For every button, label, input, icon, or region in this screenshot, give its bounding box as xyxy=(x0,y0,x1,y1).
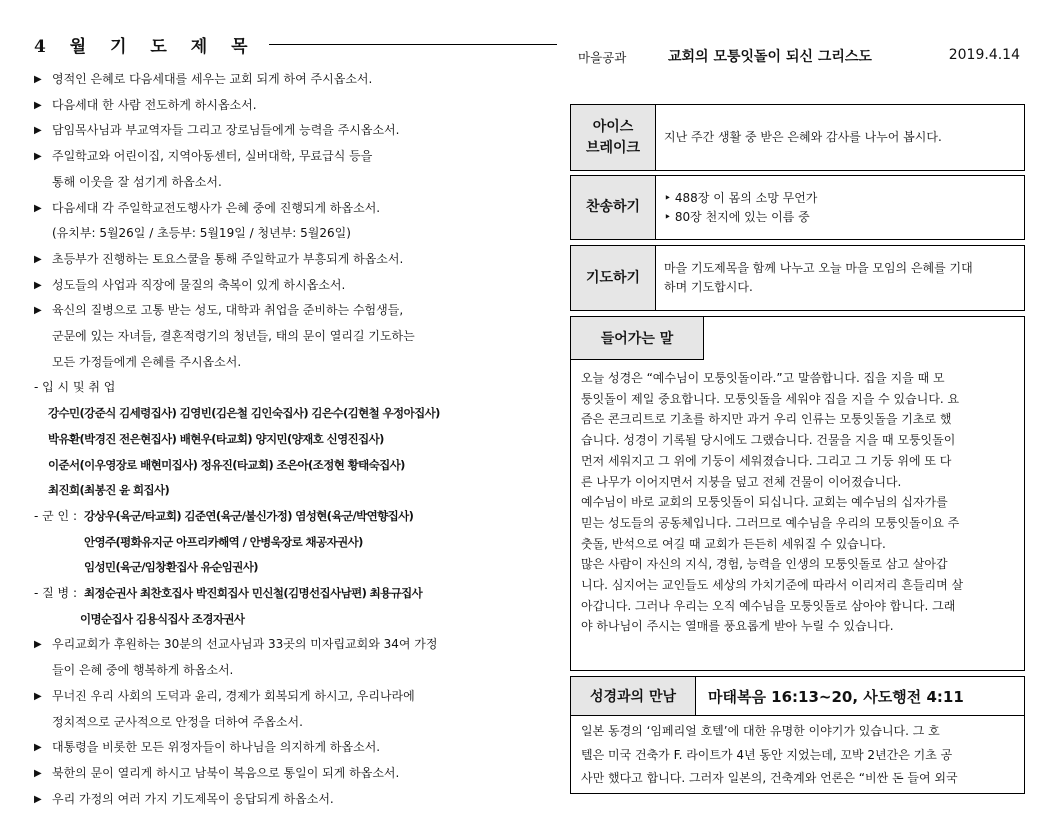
prayer-item-line: 성도들의 사업과 직장에 물질의 축복이 있게 하시옵소서. xyxy=(52,277,346,292)
military-section-label: - 군 인 : xyxy=(34,508,78,523)
exam-names-line: 최진희(최봉진 윤 희집사) xyxy=(48,483,170,498)
intro-line: 아갑니다. 그러나 우리는 오직 예수님을 모퉁잇돌로 삼아야 합니다. 그래 xyxy=(581,598,956,613)
prayer-item xyxy=(34,298,514,375)
prayer-item-line: 영적인 은혜로 다음세대를 세우는 교회 되게 하여 주시옵소서. xyxy=(52,72,373,86)
bullet-icon: ▶ xyxy=(34,202,42,214)
prayer-item xyxy=(34,144,514,195)
bullet-icon: ▶ xyxy=(34,125,42,137)
prayer-item-line: 육신의 질병으로 고통 받는 성도, 대학과 취업을 준비하는 수험생들, xyxy=(52,303,404,318)
bible-box xyxy=(570,676,1025,794)
bible-line: 텔은 미국 건축가 F. 라이트가 4년 동안 지었는데, 꼬박 2년간은 기초 공 xyxy=(581,747,953,762)
bullet-icon: ▶ xyxy=(34,279,42,291)
bullet-icon: ▶ xyxy=(34,305,42,317)
bullet-icon: ▶ xyxy=(34,253,42,265)
prayer-text-line: 하며 기도합시다. xyxy=(664,280,753,294)
bible-reference: 마태복음 16:13~20, 사도행전 4:11 xyxy=(708,687,964,706)
military-section xyxy=(34,504,514,530)
prayer-item-line: 모든 가정들에게 은혜를 주시옵소서. xyxy=(52,354,242,369)
lesson-category: 마을공과 xyxy=(578,50,627,65)
prayer-text-line: 마을 기도제목을 함께 나누고 오늘 마을 모임의 은혜를 기대 xyxy=(664,261,973,276)
sermon-title: 교회의 모퉁잇돌이 되신 그리스도 xyxy=(668,49,872,65)
intro-line: 오늘 성경은 “예수님이 모퉁잇돌이라.”고 말씀합니다. 집을 지을 때 모 xyxy=(581,371,945,385)
prayer-item xyxy=(34,93,514,119)
prayer-box xyxy=(570,245,1025,311)
military-line: 강상우(육군/타교회) 김준연(육군/불신가정) 염성현(육군/박연향집사) xyxy=(84,508,414,523)
icebreak-label-line: 브레이크 xyxy=(585,139,641,156)
intro-line: 습니다. 성경이 기록될 당시에도 그랬습니다. 건물을 지을 때 모퉁잇돌이 xyxy=(581,433,956,448)
prayer-label: 기도하기 xyxy=(571,246,656,310)
prayer-item-line: (유치부: 5월26일 / 초등부: 5월19일 / 청년부: 5월26일) xyxy=(52,226,351,241)
prayer-item-line: 정치적으로 군사적으로 안정을 더하여 주옵소서. xyxy=(52,714,303,729)
intro-line: 많은 사람이 자신의 지식, 경험, 능력을 인생의 모퉁잇돌로 삼고 살아갑 xyxy=(581,557,948,572)
bullet-icon: ▶ xyxy=(34,151,42,163)
prayer-item-line: 다음세대 한 사람 전도하게 하시옵소서. xyxy=(52,97,257,112)
exam-names-line: 박유환(박경진 전은현집사) 배현우(타교회) 양지민(양재호 신영진집사) xyxy=(48,431,384,446)
bible-label: 성경과의 만남 xyxy=(571,677,696,715)
illness-line: 최정순권사 최찬호집사 박진희집사 민신철(김명선집사남편) 최용규집사 xyxy=(84,586,423,601)
prayer-item xyxy=(34,67,514,93)
bullet-icon: ▶ xyxy=(34,742,42,754)
intro-box xyxy=(570,316,1025,671)
intro-line: 즘은 콘크리트로 기초를 하지만 과거 우리 인류는 모퉁잇돌을 기초로 했 xyxy=(581,412,952,427)
prayer-topics-column xyxy=(34,28,514,812)
exam-names-line: 이준서(이우영장로 배현미집사) 정유진(타교회) 조은아(조정현 황태숙집사) xyxy=(48,457,405,472)
prayer-item-line: 들이 은혜 중에 행복하게 하옵소서. xyxy=(52,663,234,678)
bible-line: 일본 동경의 ‘임페리얼 호텔’에 대한 유명한 이야기가 있습니다. 그 호 xyxy=(581,724,940,738)
prayer-item-line: 군문에 있는 자녀들, 결혼적령기의 청년들, 태의 문이 열리길 기도하는 xyxy=(52,329,415,344)
intro-line: 니다. 심지어는 교인들도 세상의 가치기준에 따라서 이리저리 흔들리며 살 xyxy=(581,578,964,593)
prayer-item-line: 대통령을 비롯한 모든 위정자들이 하나님을 의지하게 하옵소서. xyxy=(52,740,381,755)
icebreak-label-line: 아이스 xyxy=(592,118,634,135)
praise-box xyxy=(570,175,1025,240)
prayer-item xyxy=(34,118,514,144)
bullet-icon: ▶ xyxy=(34,793,42,805)
lesson-date: 2019.4.14 xyxy=(948,47,1020,63)
prayer-topics-header xyxy=(34,28,514,60)
exam-names-line: 강수민(강준식 김세령집사) 김영빈(김은철 김인숙집사) 김은수(김현철 우정아집사) xyxy=(48,406,440,421)
prayer-item xyxy=(34,787,514,813)
exam-section-label: - 입 시 및 취 업 xyxy=(34,380,116,395)
prayer-item xyxy=(34,684,514,735)
prayer-item-line: 담임목사님과 부교역자들 그리고 장로님들에게 능력을 주시옵소서. xyxy=(52,123,400,138)
bullet-icon: ▶ xyxy=(34,639,42,651)
prayer-item xyxy=(34,761,514,787)
prayer-list xyxy=(34,67,514,812)
illness-section-label: - 질 병 : xyxy=(34,586,78,601)
prayer-item-line: 초등부가 진행하는 토요스쿨을 통해 주일학교가 부흥되게 하옵소서. xyxy=(52,251,404,266)
icebreak-box xyxy=(570,104,1025,171)
bible-line: 사만 했다고 합니다. 그러자 일본의, 건축계와 언론은 “비싼 돈 들여 외국 xyxy=(581,771,958,785)
bullet-icon: ▶ xyxy=(34,690,42,702)
intro-line: 퉁잇돌이 제일 중요합니다. 모퉁잇돌을 세워야 집을 지을 수 있습니다. 요 xyxy=(581,391,960,406)
prayer-item-line: 우리교회가 후원하는 30분의 선교사님과 33곳의 미자립교회와 34여 가정 xyxy=(52,637,438,652)
bullet-icon: ▶ xyxy=(34,74,42,85)
bullet-icon: ▶ xyxy=(34,99,42,111)
prayer-item xyxy=(34,273,514,299)
praise-label: 찬송하기 xyxy=(571,176,656,239)
icebreak-label xyxy=(571,105,656,170)
illness-line: 이명순집사 김용식집사 조경자권사 xyxy=(80,611,245,626)
prayer-topics-title: 4 월 기 도 제 목 xyxy=(34,36,257,57)
illness-section xyxy=(34,581,514,607)
title-rule xyxy=(269,44,557,45)
bullet-icon: ▶ xyxy=(34,767,42,779)
intro-line: 예수님이 바로 교회의 모퉁잇돌이 되십니다. 교회는 예수님의 십자가를 xyxy=(581,495,948,510)
intro-line: 먼저 세워지고 그 위에 기둥이 세워졌습니다. 그리고 그 기둥 위에 또 다 xyxy=(581,453,952,468)
praise-item: ‣ 488장 이 몸의 소망 무언가 xyxy=(664,190,818,205)
prayer-item-line: 주일학교와 어린이집, 지역아동센터, 실버대학, 무료급식 등을 xyxy=(52,149,373,164)
military-line: 임성민(육군/임창환집사 유순임권사) xyxy=(84,560,258,575)
bible-text xyxy=(571,716,1024,791)
prayer-item-line: 다음세대 각 주일학교전도행사가 은혜 중에 진행되게 하옵소서. xyxy=(52,200,381,215)
icebreak-text: 지난 주간 생활 중 받은 은혜와 감사를 나누어 봅시다. xyxy=(664,130,942,145)
intro-line: 야 하나님이 주시는 열매를 풍요롭게 받아 누릴 수 있습니다. xyxy=(581,619,894,634)
prayer-item xyxy=(34,735,514,761)
intro-line: 른 나무가 이어지면서 지붕을 덮고 전체 건물이 이어졌습니다. xyxy=(581,474,902,489)
prayer-item-line: 북한의 문이 열리게 하시고 남북이 복음으로 통일이 되게 하옵소서. xyxy=(52,765,400,780)
intro-line: 춧돌, 반석으로 여길 때 교회가 든든히 세워질 수 있습니다. xyxy=(581,536,886,551)
prayer-item xyxy=(34,196,514,247)
intro-line: 믿는 성도들의 공동체입니다. 그러므로 예수님을 우리의 모퉁잇돌이요 주 xyxy=(581,515,960,530)
prayer-item-line: 무너진 우리 사회의 도덕과 윤리, 경제가 회복되게 하시고, 우리나라에 xyxy=(52,688,415,703)
prayer-item-line: 통해 이웃을 잘 섬기게 하옵소서. xyxy=(52,174,222,189)
intro-text xyxy=(571,360,1024,637)
lesson-header xyxy=(570,46,1026,68)
military-line: 안영주(평화유지군 아프리카해역 / 안병욱장로 채공자권사) xyxy=(84,534,363,549)
prayer-item xyxy=(34,632,514,683)
prayer-item xyxy=(34,247,514,273)
praise-item: ‣ 80장 천지에 있는 이름 중 xyxy=(664,209,810,224)
prayer-item-line: 우리 가정의 여러 가지 기도제목이 응답되게 하옵소서. xyxy=(52,791,334,806)
intro-label: 들어가는 말 xyxy=(571,317,704,360)
